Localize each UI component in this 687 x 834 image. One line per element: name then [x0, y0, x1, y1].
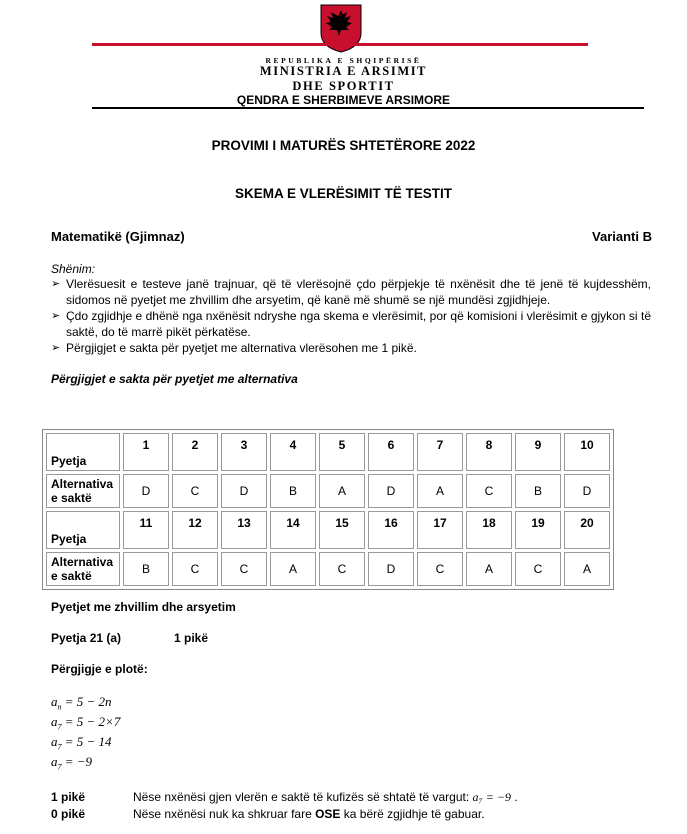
- question-number: 3: [221, 433, 267, 471]
- eq-var: a: [51, 714, 58, 729]
- answer-cell: A: [466, 552, 512, 586]
- question-number: 4: [270, 433, 316, 471]
- note-text: Çdo zgjidhje e dhënë nga nxënësit ndryshe nga skema e vlerësimit, por që komisioni i vlerësimit e gjykon si të saktë, do të marrë pikët përkatëse.: [66, 309, 651, 339]
- note-item: [51, 308, 651, 340]
- answer-row: [46, 474, 610, 508]
- answer-cell: D: [123, 474, 169, 508]
- eq-rhs: = 5 − 2n: [61, 694, 112, 709]
- answer-label-1: Alternativa: [51, 555, 114, 569]
- question-number: 8: [466, 433, 512, 471]
- scoring-desc: Nëse nxënësi nuk ka shkruar fare: [133, 807, 316, 821]
- eq-var: a: [51, 754, 58, 769]
- question-number: 7: [417, 433, 463, 471]
- question-row: [46, 433, 610, 471]
- exam-title: PROVIMI I MATURËS SHTETËRORE 2022: [211, 138, 476, 153]
- scoring-bold: OSE: [315, 807, 341, 821]
- question-number: 12: [172, 511, 218, 549]
- question-number: 19: [515, 511, 561, 549]
- ministry-label-2: DHE SPORTIT: [292, 79, 395, 93]
- row-label: [46, 474, 120, 508]
- answer-label-2: e saktë: [51, 491, 92, 505]
- equation-line: [51, 754, 92, 772]
- eq-sub: 7: [57, 762, 62, 772]
- answer-cell: C: [172, 474, 218, 508]
- answer-cell: C: [417, 552, 463, 586]
- question-number: 15: [319, 511, 365, 549]
- question-number: 5: [319, 433, 365, 471]
- scoring-points: 1 pikë: [51, 790, 86, 804]
- arrow-bullet-icon: ➢: [51, 278, 61, 290]
- answer-cell: D: [368, 552, 414, 586]
- answer-cell: A: [270, 552, 316, 586]
- variant: Varianti B: [592, 229, 652, 244]
- answer-cell: D: [221, 474, 267, 508]
- open-section-title: Pyetjet me zhvillim dhe arsyetim: [51, 600, 236, 614]
- scoring-desc: ka bërë zgjidhje të gabuar.: [340, 807, 485, 821]
- eq-rhs: = −9: [61, 754, 93, 769]
- question-number: 13: [221, 511, 267, 549]
- question-row: [46, 511, 610, 549]
- note-text: Përgjigjet e sakta për pyetjet me alternativa vlerësohen me 1 pikë.: [66, 341, 417, 355]
- scoring-math: a₇ = −9: [472, 790, 511, 804]
- arrow-bullet-icon: ➢: [51, 342, 61, 354]
- question-number: 14: [270, 511, 316, 549]
- answer-cell: D: [368, 474, 414, 508]
- answer-row: [46, 552, 610, 586]
- note-text: Vlerësuesit e testeve janë trajnuar, që të vlerësojnë çdo përpjekje të nxënësit dhe të jenë të kujdesshëm, sidomos në pyetjet me zhvillim dhe arsyetim, që kanë më shumë se një mundësi zgjidhjeje.: [66, 277, 651, 307]
- answer-cell: C: [466, 474, 512, 508]
- note-item: [51, 340, 651, 356]
- note-item: [51, 276, 651, 308]
- answer-cell: C: [515, 552, 561, 586]
- question-number: 20: [564, 511, 610, 549]
- subject: Matematikë (Gjimnaz): [51, 229, 185, 244]
- answer-cell: B: [123, 552, 169, 586]
- answer-cell: D: [564, 474, 610, 508]
- answer-label-1: Alternativa: [51, 477, 114, 491]
- eq-var: a: [51, 694, 58, 709]
- eq-rhs: = 5 − 2×7: [61, 714, 121, 729]
- arrow-bullet-icon: ➢: [51, 310, 61, 322]
- question-number: 11: [123, 511, 169, 549]
- equation-line: [51, 734, 112, 752]
- answer-cell: A: [319, 474, 365, 508]
- row-label: Pyetja: [46, 433, 120, 471]
- eq-sub: n: [57, 702, 62, 712]
- question-number: 9: [515, 433, 561, 471]
- eq-sub: 7: [57, 742, 62, 752]
- question-number: 17: [417, 511, 463, 549]
- answer-cell: B: [515, 474, 561, 508]
- row-label: [46, 552, 120, 586]
- answer-cell: C: [221, 552, 267, 586]
- scoring-points: 0 pikë: [51, 807, 86, 821]
- alternatives-title: Përgjigjet e sakta për pyetjet me alternativa: [51, 372, 298, 386]
- eq-sub: 7: [57, 722, 62, 732]
- ministry-label: MINISTRIA E ARSIMIT: [259, 64, 428, 78]
- scheme-title: SKEMA E VLERËSIMIT TË TESTIT: [234, 186, 452, 201]
- question-number: 10: [564, 433, 610, 471]
- answer-cell: B: [270, 474, 316, 508]
- equation-line: [51, 694, 112, 712]
- full-answer-label: Përgjigje e plotë:: [51, 662, 148, 676]
- question-number: 18: [466, 511, 512, 549]
- question-number: 2: [172, 433, 218, 471]
- scoring-desc: Nëse nxënësi gjen vlerën e saktë të kufizës së shtatë të vargut:: [133, 790, 473, 804]
- question-number: 16: [368, 511, 414, 549]
- answer-cell: A: [417, 474, 463, 508]
- answer-table: [42, 429, 614, 590]
- question-number: 1: [123, 433, 169, 471]
- answer-cell: C: [172, 552, 218, 586]
- eq-var: a: [51, 734, 58, 749]
- scoring-end: .: [510, 790, 518, 804]
- question-21-points: 1 pikë: [174, 631, 209, 645]
- equation-line: [51, 714, 120, 732]
- answer-cell: A: [564, 552, 610, 586]
- question-number: 6: [368, 433, 414, 471]
- header-black-line: [92, 107, 644, 109]
- question-21-label: Pyetja 21 (a): [51, 631, 122, 645]
- answer-label-2: e saktë: [51, 569, 92, 583]
- republic-label: REPUBLIKA E SHQIPËRISË: [265, 56, 422, 65]
- scoring-text: [133, 807, 485, 821]
- eq-rhs: = 5 − 14: [61, 734, 112, 749]
- answer-cell: C: [319, 552, 365, 586]
- row-label: Pyetja: [46, 511, 120, 549]
- notes-title: Shënim:: [51, 262, 96, 276]
- center-label: QENDRA E SHERBIMEVE ARSIMORE: [236, 93, 451, 107]
- header-red-line: [92, 43, 588, 46]
- scoring-text: [133, 790, 518, 805]
